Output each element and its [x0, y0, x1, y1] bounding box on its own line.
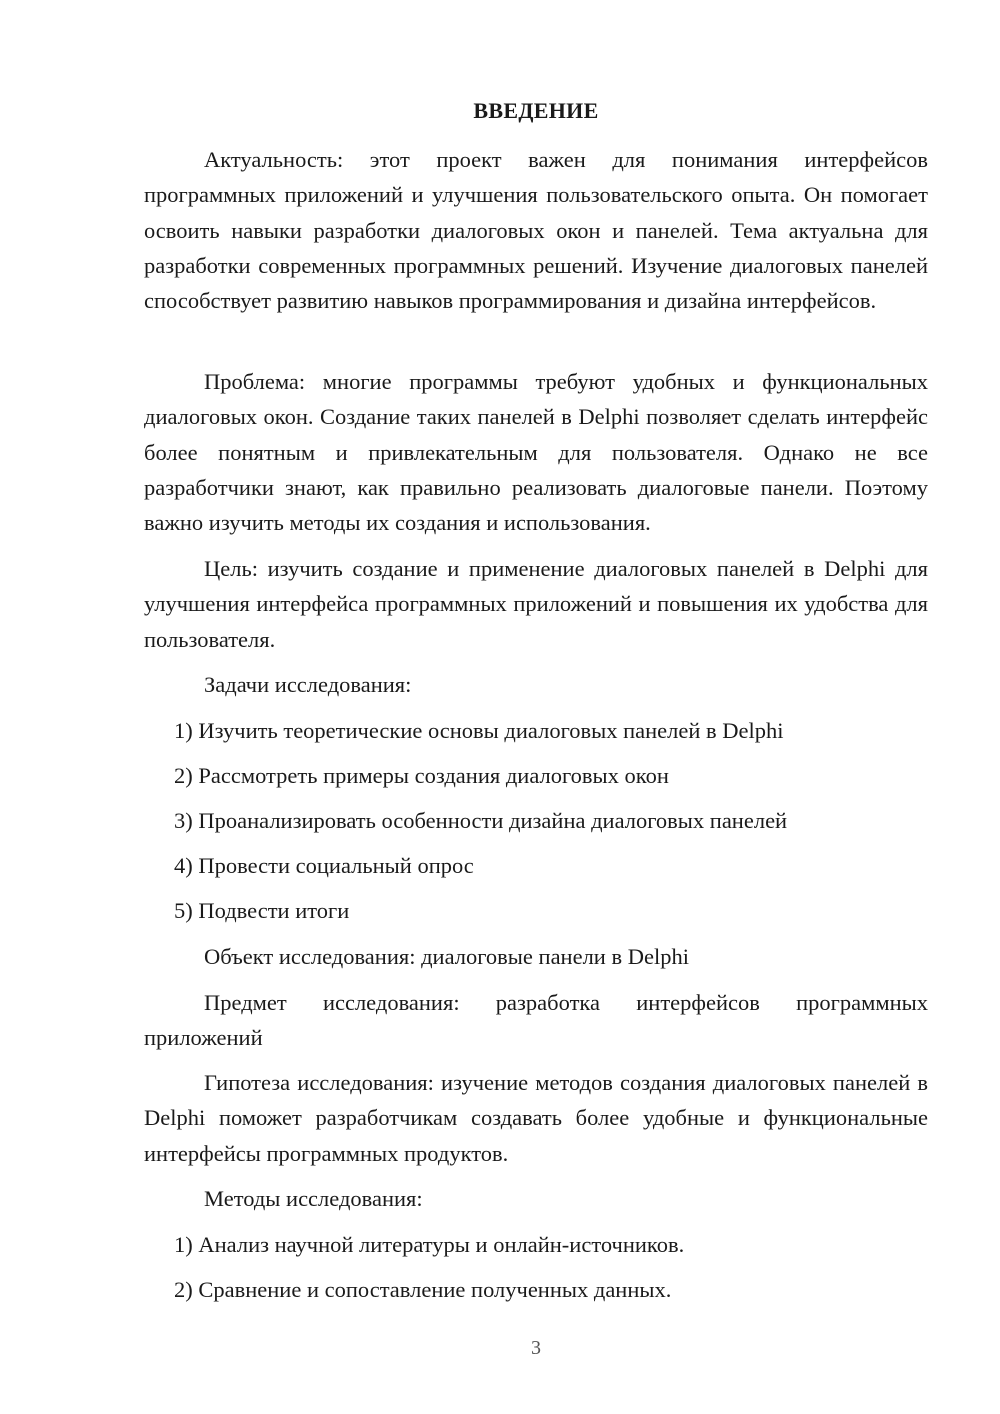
- task-item: 4) Провести социальный опрос: [174, 853, 474, 878]
- page-number: 3: [531, 1337, 541, 1359]
- task-item: 1) Изучить теоретические основы диалоговых панелей в Delphi: [174, 718, 784, 743]
- paragraph-problem: Проблема: многие программы требуют удобных и функциональных диалоговых окон. Создание таких панелей в Delphi позволяет сделать интерфейс более понятным и привлекательным для пользователя. Однако не все разработчики знают, как правильно реализовать диалоговые панели. Поэтому важно изучить методы их создания и использования.: [144, 369, 928, 536]
- task-item: 5) Подвести итоги: [174, 898, 350, 923]
- paragraph-hypothesis: Гипотеза исследования: изучение методов создания диалоговых панелей в Delphi поможет разработчикам создавать более удобные и функциональные интерфейсы программных продуктов.: [144, 1070, 928, 1166]
- paragraph-relevance: Актуальность: этот проект важен для понимания интерфейсов программных приложений и улучшения пользовательского опыта. Он помогает освоить навыки разработки диалоговых окон и панелей. Тема актуальна для разработки современных программных решений. Изучение диалоговых панелей способствует развитию навыков программирования и дизайна интерфейсов.: [144, 147, 928, 314]
- section-title: ВВЕДЕНИЕ: [473, 98, 599, 123]
- paragraph-object: Объект исследования: диалоговые панели в Delphi: [204, 944, 689, 969]
- task-item: 3) Проанализировать особенности дизайна диалоговых панелей: [174, 808, 788, 833]
- methods-heading: Методы исследования:: [204, 1186, 423, 1211]
- task-item: 2) Рассмотреть примеры создания диалоговых окон: [174, 763, 669, 788]
- method-item: 1) Анализ научной литературы и онлайн-источников.: [174, 1232, 685, 1257]
- tasks-heading: Задачи исследования:: [204, 672, 412, 697]
- method-item: 2) Сравнение и сопоставление полученных данных.: [174, 1277, 672, 1302]
- paragraph-goal: Цель: изучить создание и применение диалоговых панелей в Delphi для улучшения интерфейса программных приложений и повышения их удобства для пользователя.: [144, 556, 928, 652]
- paragraph-subject: Предмет исследования: разработка интерфейсов программных приложений: [144, 990, 928, 1051]
